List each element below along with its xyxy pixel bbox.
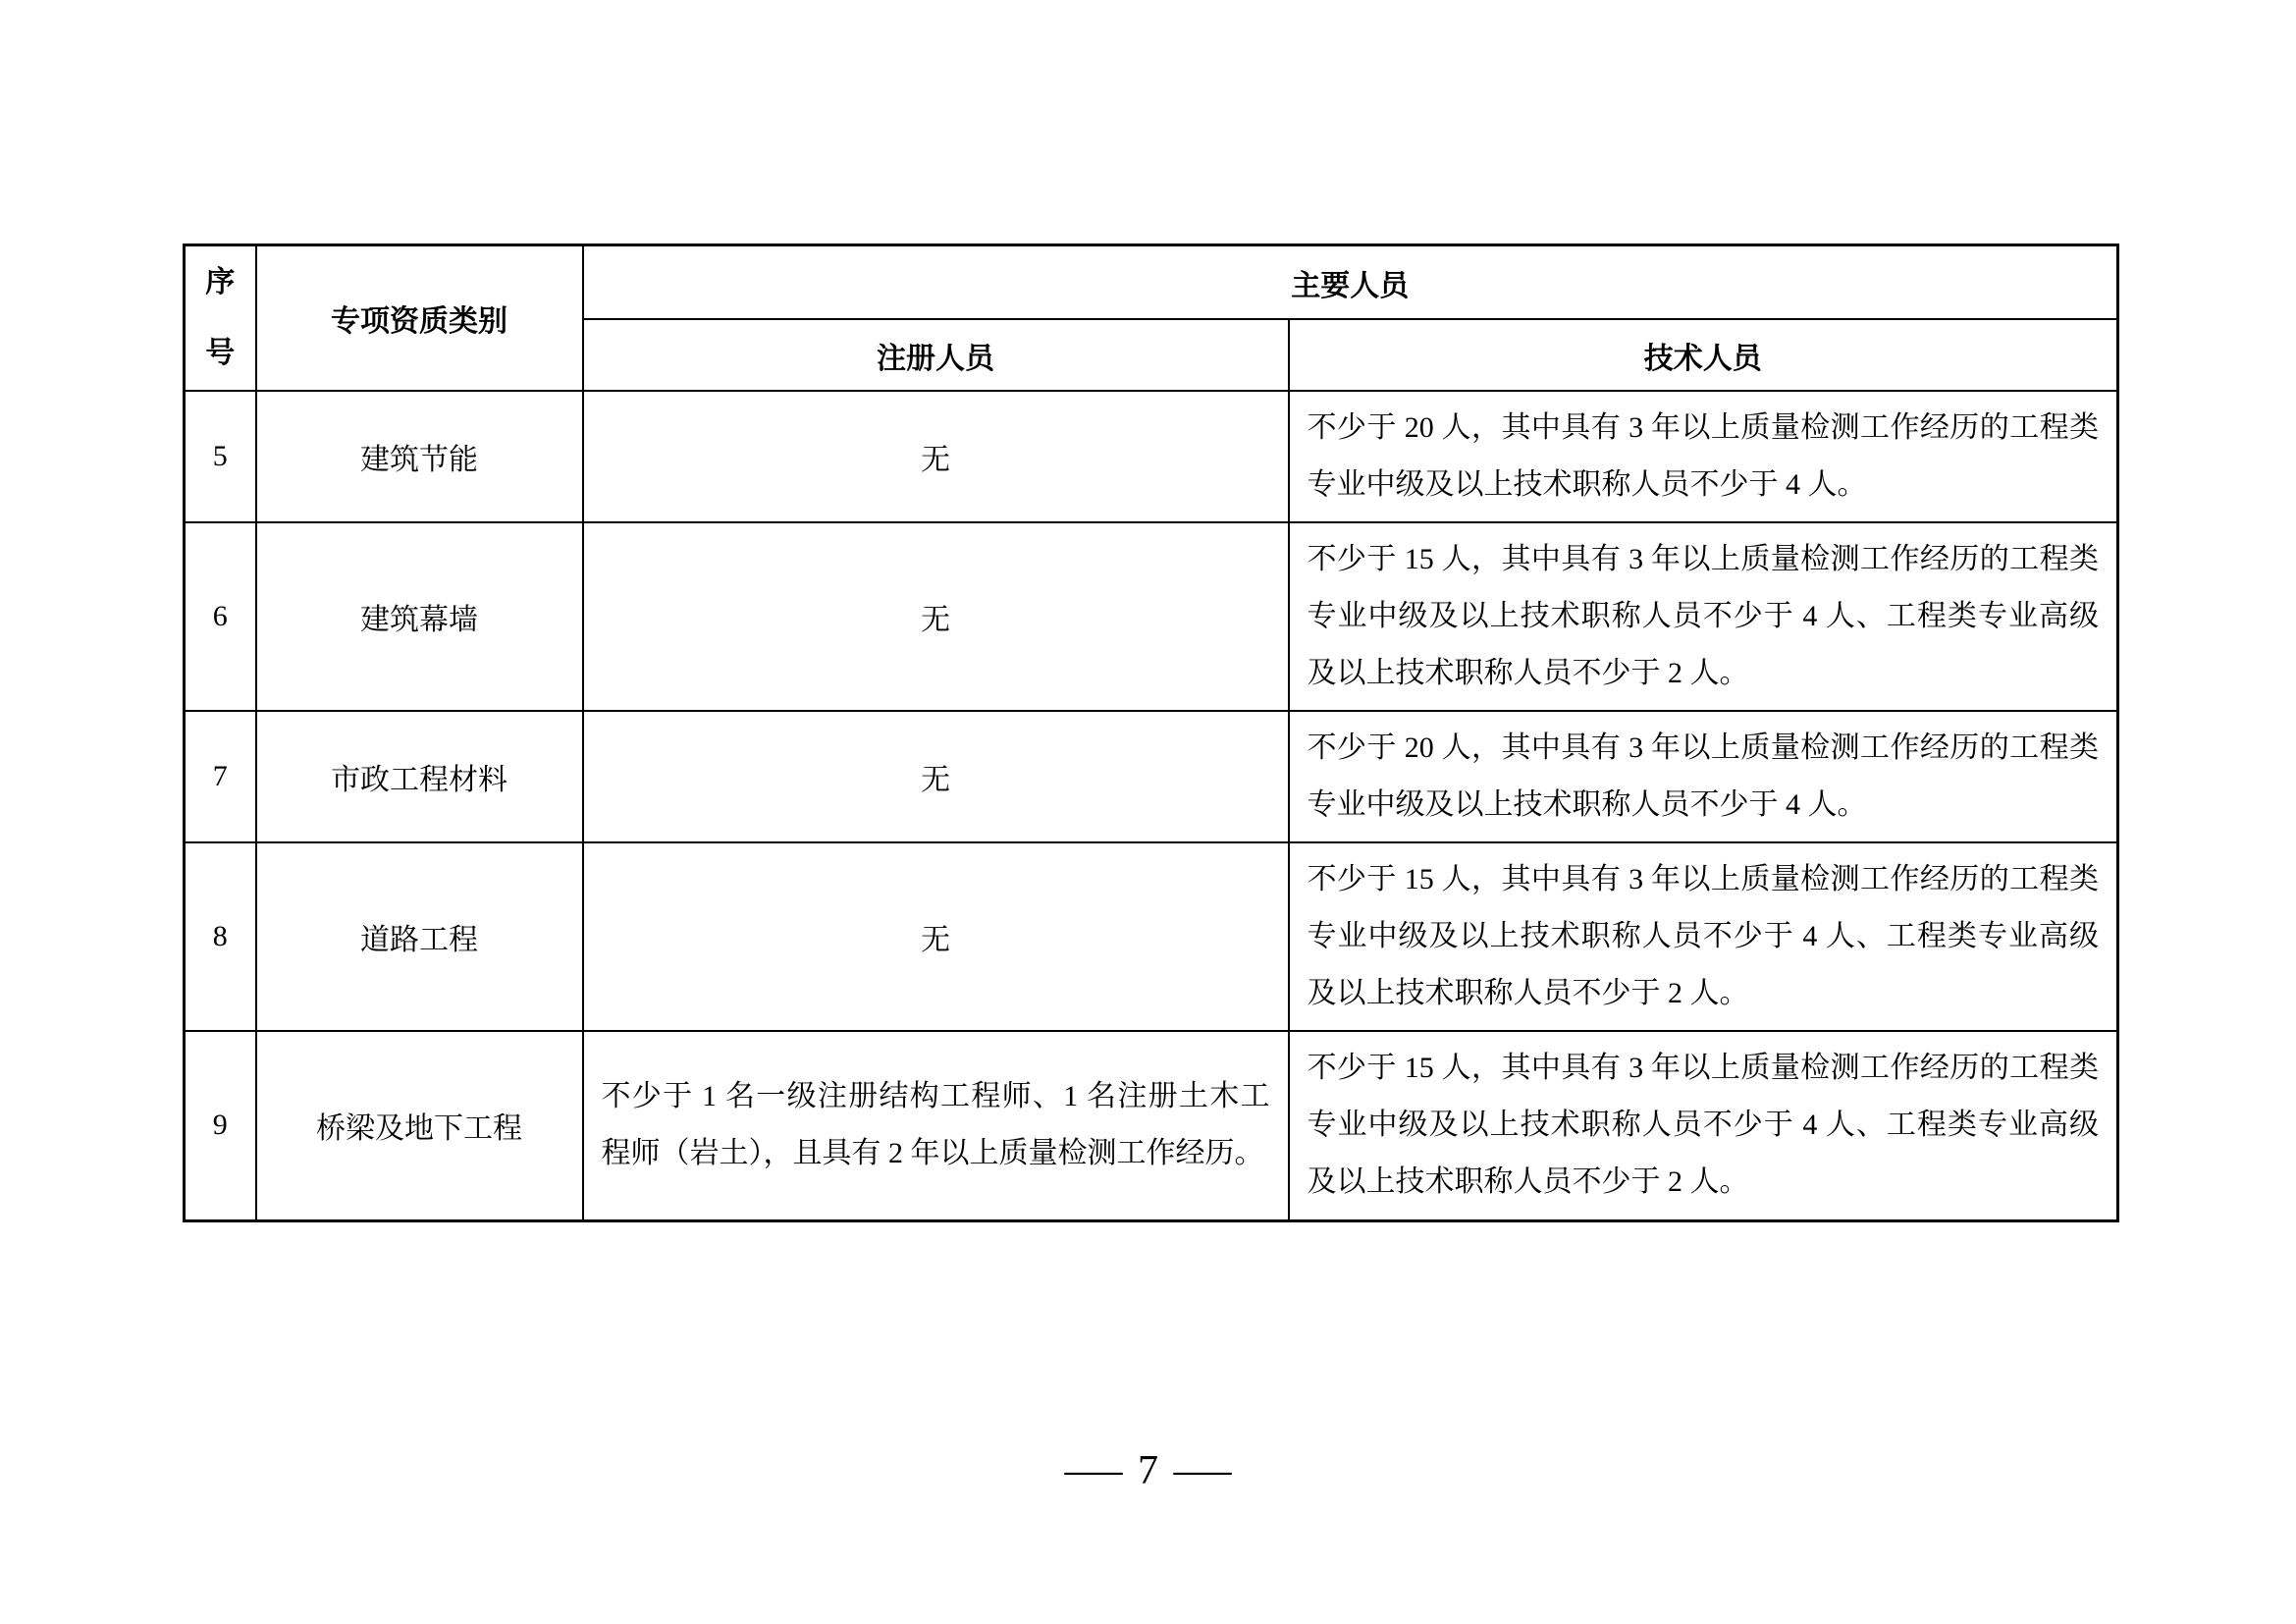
- row-category: 市政工程材料: [256, 711, 583, 842]
- row-technical: 不少于 15 人，其中具有 3 年以上质量检测工作经历的工程类专业中级及以上技术职称人员不少于 4 人、工程类专业高级及以上技术职称人员不少于 2 人。: [1289, 842, 2118, 1031]
- page-footer: [0, 1441, 2296, 1500]
- page-number: 7: [1138, 1448, 1158, 1493]
- column-header-category: 专项资质类别: [256, 245, 583, 392]
- column-header-registered: 注册人员: [583, 319, 1289, 391]
- row-technical: 不少于 15 人，其中具有 3 年以上质量检测工作经历的工程类专业中级及以上技术职称人员不少于 4 人、工程类专业高级及以上技术职称人员不少于 2 人。: [1289, 1031, 2118, 1220]
- column-header-index-label: 序号: [205, 266, 236, 369]
- row-registered: 不少于 1 名一级注册结构工程师、1 名注册土木工程师（岩土），且具有 2 年以上质量检测工作经历。: [583, 1031, 1289, 1220]
- column-header-index: [185, 245, 256, 392]
- footer-dash-right: —: [1173, 1448, 1232, 1493]
- row-registered: 无: [583, 842, 1289, 1031]
- row-technical: 不少于 20 人，其中具有 3 年以上质量检测工作经历的工程类专业中级及以上技术职称人员不少于 4 人。: [1289, 711, 2118, 842]
- row-category: 建筑幕墙: [256, 522, 583, 711]
- row-category: 道路工程: [256, 842, 583, 1031]
- row-category: 桥梁及地下工程: [256, 1031, 583, 1220]
- row-technical: 不少于 20 人，其中具有 3 年以上质量检测工作经历的工程类专业中级及以上技术职称人员不少于 4 人。: [1289, 391, 2118, 522]
- row-registered: 无: [583, 391, 1289, 522]
- column-header-main-personnel: 主要人员: [583, 245, 2118, 320]
- row-index: 5: [185, 391, 256, 522]
- row-registered: 无: [583, 711, 1289, 842]
- row-technical: 不少于 15 人，其中具有 3 年以上质量检测工作经历的工程类专业中级及以上技术职称人员不少于 4 人、工程类专业高级及以上技术职称人员不少于 2 人。: [1289, 522, 2118, 711]
- row-category: 建筑节能: [256, 391, 583, 522]
- row-index: 7: [185, 711, 256, 842]
- header-row-main: [185, 245, 2118, 320]
- qualification-table: [183, 244, 2119, 1222]
- table-row: [185, 522, 2118, 711]
- footer-dash-left: —: [1064, 1448, 1123, 1493]
- row-index: 8: [185, 842, 256, 1031]
- row-registered: 无: [583, 522, 1289, 711]
- row-index: 9: [185, 1031, 256, 1220]
- table-row: [185, 711, 2118, 842]
- row-index: 6: [185, 522, 256, 711]
- table-row: [185, 1031, 2118, 1220]
- column-header-technical: 技术人员: [1289, 319, 2118, 391]
- table-row: [185, 842, 2118, 1031]
- table-row: [185, 391, 2118, 522]
